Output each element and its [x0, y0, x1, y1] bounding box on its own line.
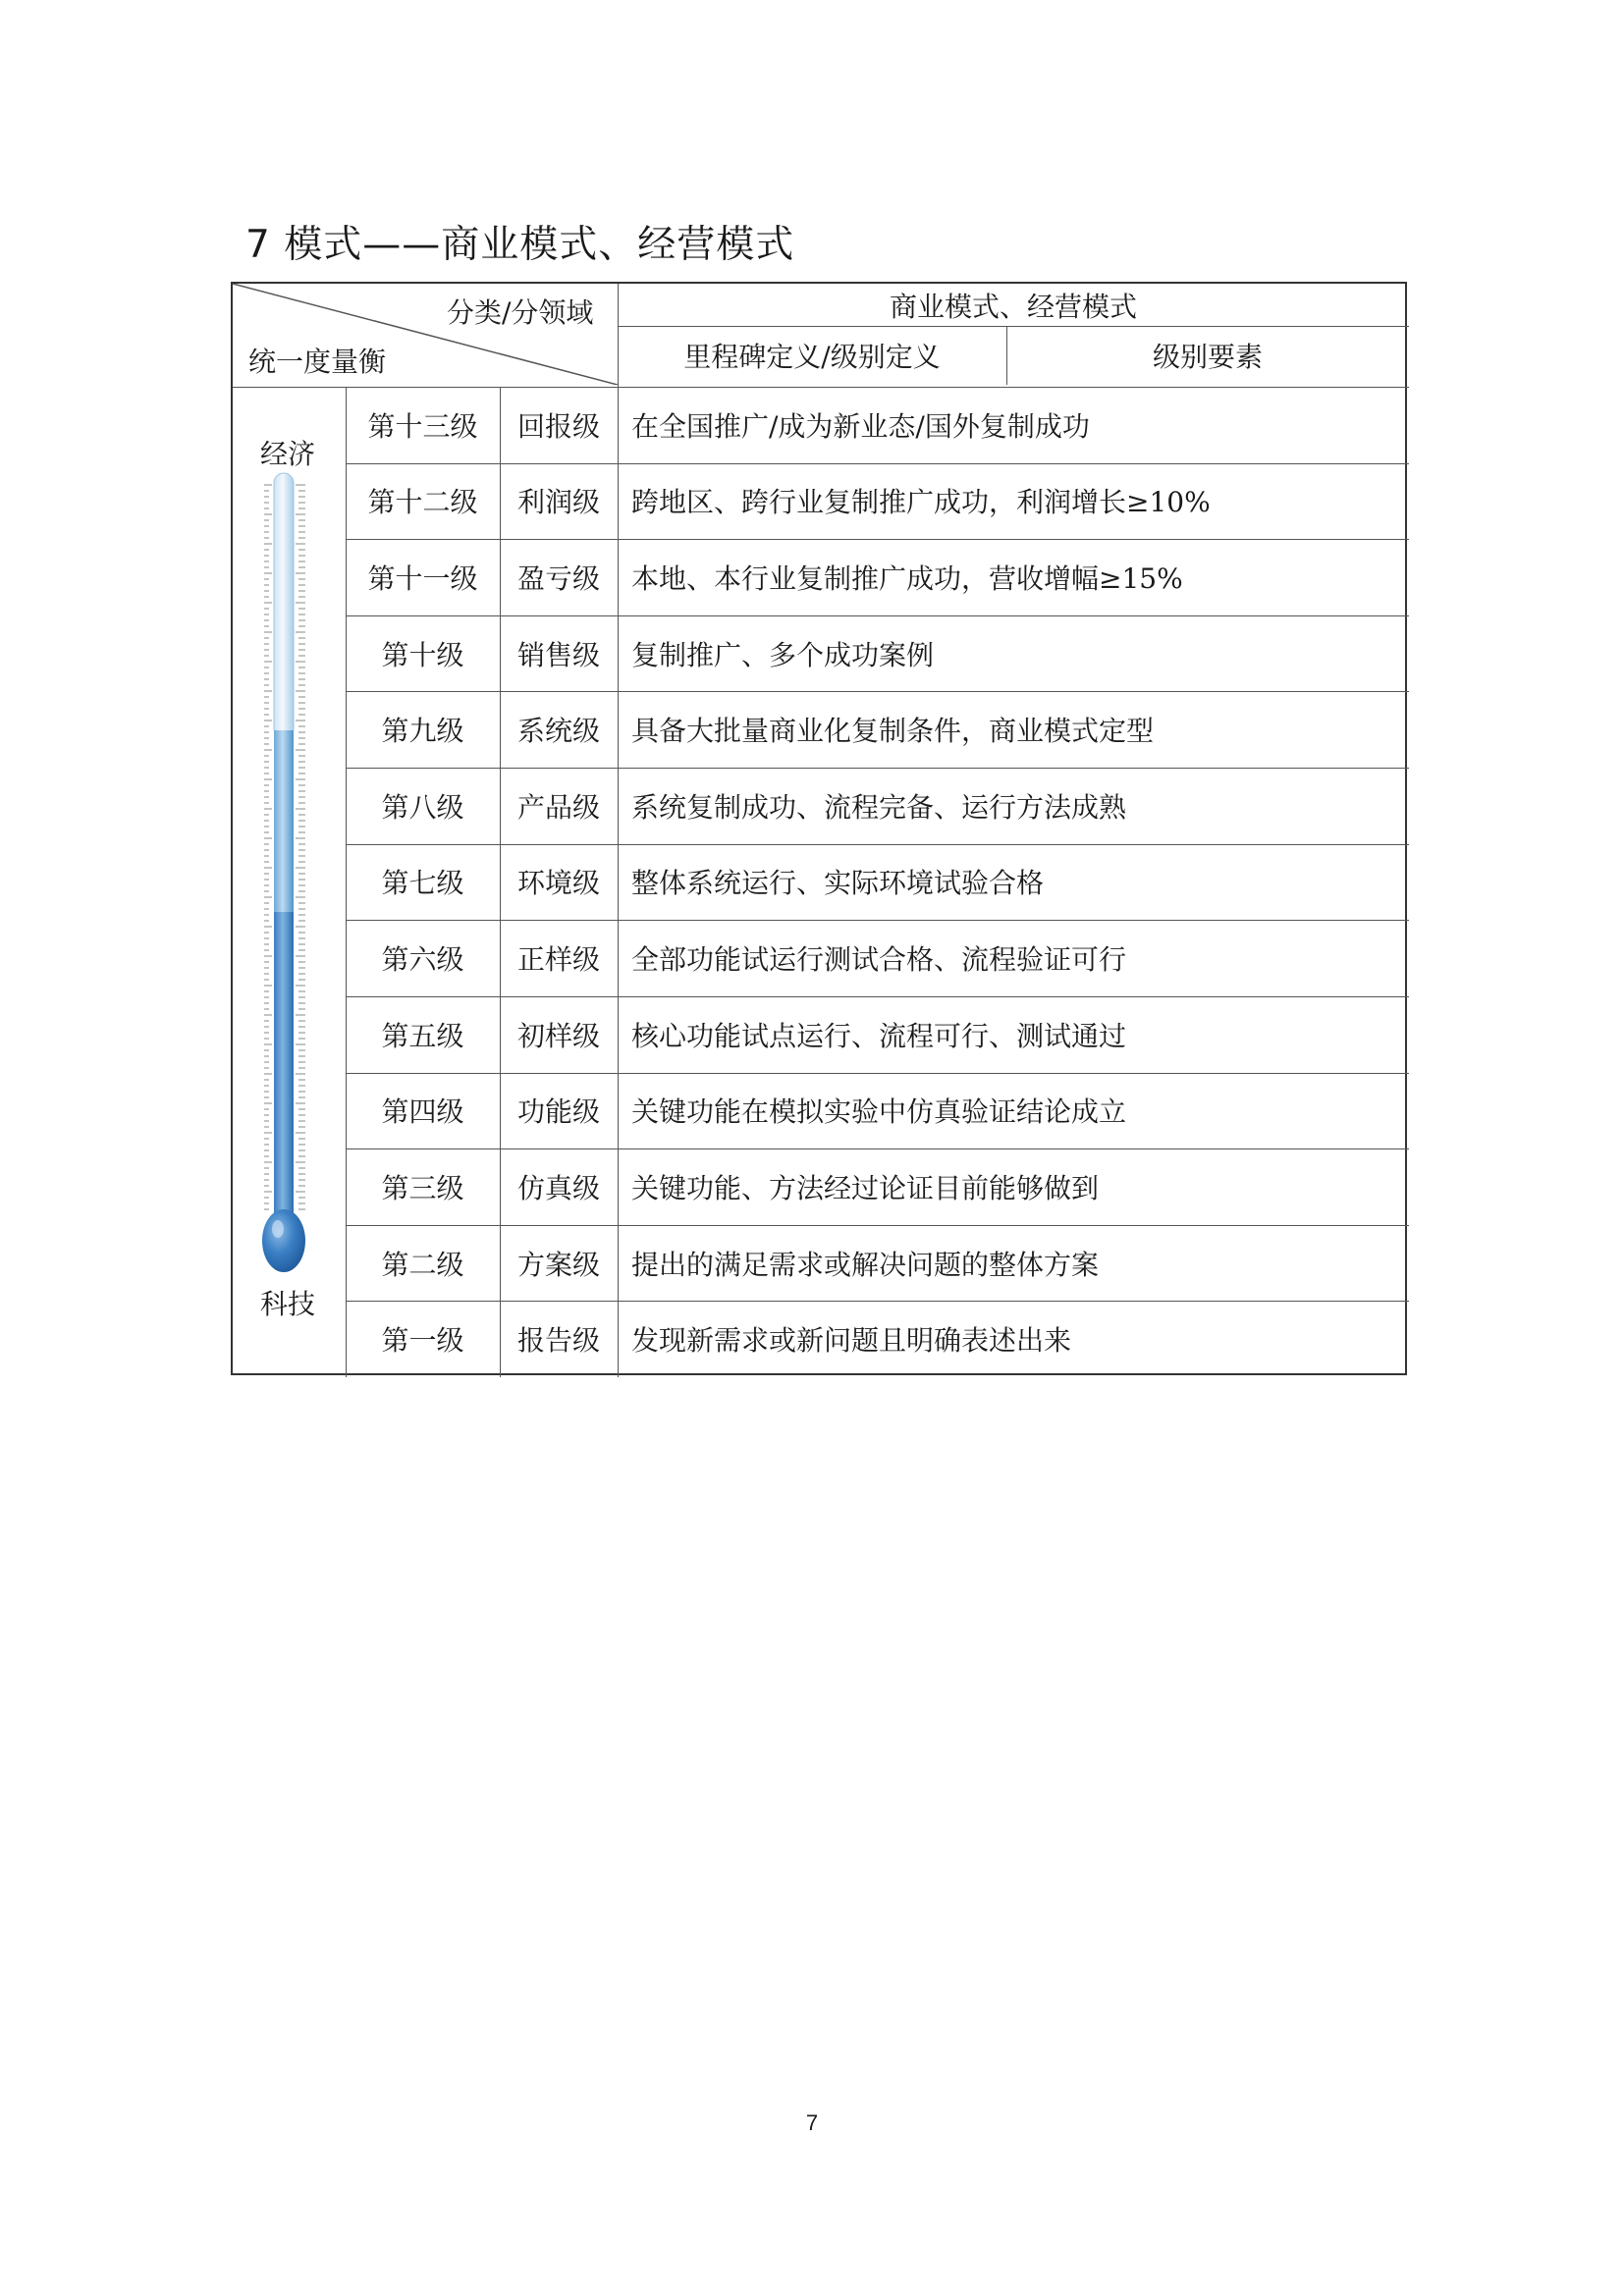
level-number-cell: 第十一级: [367, 562, 478, 596]
level-number-cell: 第三级: [381, 1171, 464, 1204]
level-definition-cell: 发现新需求或新问题且明确表述出来: [631, 1324, 1072, 1358]
level-number-cell: 第十三级: [367, 409, 478, 443]
table-rule: [618, 326, 1409, 327]
level-definition-cell: 系统复制成功、流程完备、运行方法成熟: [631, 790, 1127, 824]
level-name-cell: 仿真级: [516, 1171, 600, 1204]
level-number-cell: 第十二级: [367, 486, 478, 519]
level-number-cell: 第四级: [381, 1095, 464, 1129]
level-name-cell: 功能级: [516, 1095, 600, 1129]
level-name-cell: 系统级: [516, 715, 600, 748]
trl-table: [231, 282, 1407, 1375]
level-name-cell: 利润级: [516, 486, 600, 519]
level-definition-cell: 提出的满足需求或解决问题的整体方案: [631, 1248, 1100, 1281]
level-definition-cell: 核心功能试点运行、流程可行、测试通过: [631, 1019, 1127, 1052]
level-name-cell: 回报级: [516, 409, 600, 443]
col-definition-header: 里程碑定义/级别定义: [683, 341, 941, 373]
level-definition-cell: 关键功能、方法经过论证目前能够做到: [631, 1171, 1100, 1204]
level-name-cell: 初样级: [516, 1019, 600, 1052]
level-definition-cell: 本地、本行业复制推广成功，营收增幅≥15%: [631, 562, 1183, 596]
corner-bottom-label: 统一度量衡: [248, 346, 387, 378]
level-number-cell: 第九级: [381, 715, 464, 748]
level-name-cell: 产品级: [516, 790, 600, 824]
level-name-cell: 销售级: [516, 638, 600, 671]
thermometer-icon: [252, 465, 341, 1280]
level-number-cell: 第七级: [381, 867, 464, 900]
col-elements-header: 级别要素: [1152, 341, 1263, 373]
side-label-technology: 科技: [260, 1288, 316, 1320]
corner-top-label: 分类/分领域: [447, 296, 594, 329]
level-name-cell: 盈亏级: [516, 562, 600, 596]
level-definition-cell: 具备大批量商业化复制条件，商业模式定型: [631, 715, 1155, 748]
level-name-cell: 环境级: [516, 867, 600, 900]
level-number-cell: 第二级: [381, 1248, 464, 1281]
level-definition-cell: 复制推广、多个成功案例: [631, 638, 935, 671]
level-number-cell: 第一级: [381, 1324, 464, 1358]
level-number-cell: 第八级: [381, 790, 464, 824]
table-rule: [1006, 326, 1007, 385]
page-title: 7 模式——商业模式、经营模式: [245, 223, 795, 267]
level-definition-cell: 跨地区、跨行业复制推广成功，利润增长≥10%: [631, 486, 1211, 519]
table-rule: [346, 387, 347, 1377]
level-number-cell: 第五级: [381, 1019, 464, 1052]
level-number-cell: 第十级: [381, 638, 464, 671]
level-number-cell: 第六级: [381, 943, 464, 977]
side-label-economy: 经济: [260, 438, 316, 470]
level-definition-cell: 关键功能在模拟实验中仿真验证结论成立: [631, 1095, 1127, 1129]
domain-header: 商业模式、经营模式: [889, 290, 1137, 323]
page-number: 7: [805, 2110, 819, 2135]
level-name-cell: 报告级: [516, 1324, 600, 1358]
level-definition-cell: 整体系统运行、实际环境试验合格: [631, 867, 1045, 900]
table-rule: [500, 387, 501, 1377]
level-definition-cell: 全部功能试运行测试合格、流程验证可行: [631, 943, 1127, 977]
level-name-cell: 正样级: [516, 943, 600, 977]
level-name-cell: 方案级: [516, 1248, 600, 1281]
level-definition-cell: 在全国推广/成为新业态/国外复制成功: [631, 409, 1090, 443]
